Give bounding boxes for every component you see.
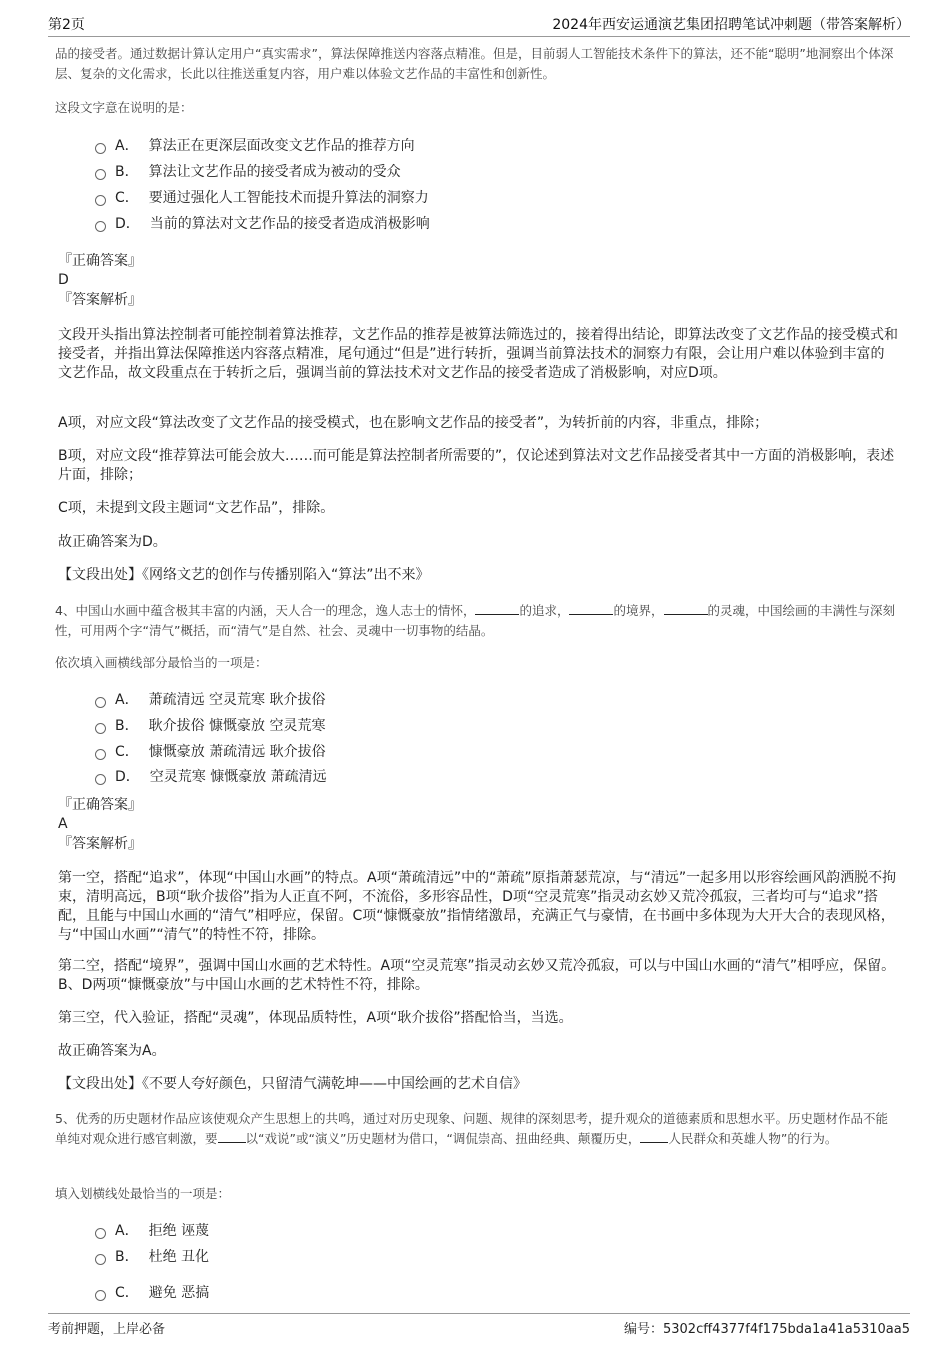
radio-icon[interactable] xyxy=(95,1290,106,1301)
q4-analysis-2: 第二空，搭配“境界”，强调中国山水画的艺术特性。A项“空灵荒寒”指灵动玄妙又荒冷孤寂，可以与中国山水画的“清气”相呼应，保留。B、D两项“慷慨豪放”与中国山水画的艺术特性不符，排除。 xyxy=(58,958,896,993)
page-footer xyxy=(48,1313,910,1338)
radio-icon[interactable] xyxy=(95,749,106,760)
q3-option-a[interactable]: A． 算法正在更深层面改变文艺作品的推荐方向 xyxy=(95,136,415,156)
q4-analysis-4: 故正确答案为A。 xyxy=(58,1043,166,1059)
q4-option-c[interactable]: C． 慷慨豪放 萧疏清远 耿介拔俗 xyxy=(95,742,326,762)
q4-option-d[interactable]: D． 空灵荒寒 慷慨豪放 萧疏清远 xyxy=(95,767,327,787)
q4-option-b[interactable]: B． 耿介拔俗 慷慨豪放 空灵荒寒 xyxy=(95,716,326,736)
q3-option-b[interactable]: B． 算法让文艺作品的接受者成为被动的受众 xyxy=(95,162,401,182)
radio-icon[interactable] xyxy=(95,697,106,708)
q3-analysis-heading: 『答案解析』 xyxy=(58,292,142,308)
radio-icon[interactable] xyxy=(95,143,106,154)
q3-analysis-4: C项，未提到文段主题词“文艺作品”，排除。 xyxy=(58,500,335,516)
fill-blank xyxy=(569,602,613,615)
q4-option-a[interactable]: A． 萧疏清远 空灵荒寒 耿介拔俗 xyxy=(95,690,325,710)
q3-option-c[interactable]: C． 要通过强化人工智能技术而提升算法的洞察力 xyxy=(95,188,429,208)
radio-icon[interactable] xyxy=(95,169,106,180)
q5-option-c[interactable]: C． 避免 恶搞 xyxy=(95,1283,209,1303)
radio-icon[interactable] xyxy=(95,723,106,734)
page-header xyxy=(48,14,910,37)
q4-analysis-1: 第一空，搭配“追求”，体现“中国山水画”的特点。A项“萧疏清远”中的“萧疏”原指萧瑟荒凉，与“清远”一起多用以形容绘画风韵洒脱不拘束，清明高远，B项“耿介拔俗”指为人正直不阿，不流俗，多形容品性，D项“空灵荒寒”指灵动玄妙又荒冷孤寂，三者均可与“追求”搭配，且能与中国山水画的“清气”相呼应，保留。C项“慷慨豪放”指情绪激昂，充满正气与豪情，在书画中多体现为大开大合的表现风格，与“中国山水画”“清气”的特性不符，排除。 xyxy=(58,870,897,943)
document-title: 2024年西安运通演艺集团招聘笔试冲刺题（带答案解析） xyxy=(552,17,910,33)
fill-blank xyxy=(475,602,519,615)
q5-question: 填入划横线处最恰当的一项是： xyxy=(55,1186,231,1201)
document-id: 编号：5302cff4377f4f175bda1a41a5310aa5 xyxy=(623,1322,910,1337)
q3-analysis-3: B项，对应文段“推荐算法可能会放大……而可能是算法控制者所需要的”，仅论述到算法对文艺作品接受者其中一方面的消极影响，表述片面，排除； xyxy=(58,448,895,483)
q4-analysis-heading: 『答案解析』 xyxy=(58,836,142,852)
radio-icon[interactable] xyxy=(95,1254,106,1265)
q3-analysis-2: A项，对应文段“算法改变了文艺作品的接受模式，也在影响文艺作品的接受者”，为转折前的内容，非重点，排除； xyxy=(58,415,769,431)
radio-icon[interactable] xyxy=(95,221,106,232)
radio-icon[interactable] xyxy=(95,774,106,785)
q3-source: 【文段出处】《网络文艺的创作与传播别陷入“算法”出不来》 xyxy=(58,567,430,583)
fill-blank xyxy=(640,1130,668,1143)
q4-answer-heading: 『正确答案』 xyxy=(58,797,142,813)
q5-option-a[interactable]: A． 拒绝 诬蔑 xyxy=(95,1221,209,1241)
page-number: 第2页 xyxy=(48,17,85,33)
q3-analysis-1: 文段开头指出算法控制者可能控制着算法推荐，文艺作品的推荐是被算法筛选过的，接着得出结论，即算法改变了文艺作品的接受模式和接受者，并指出算法保障推送内容落点精准，尾句通过“但是”进行转折，强调当前算法技术的洞察力有限，会让用户难以体验到丰富的文艺作品，故文段重点在于转折之后，强调当前的算法技术对文艺作品的接受者造成了消极影响，对应D项。 xyxy=(58,327,898,381)
q4-answer: A xyxy=(58,816,68,832)
q3-question: 这段文字意在说明的是： xyxy=(55,100,193,115)
q5-stem: 5、优秀的历史题材作品应该使观众产生思想上的共鸣，通过对历史现象、问题、规律的深刻思考，提升观众的道德素质和思想水平。历史题材作品不能单纯对观众进行感官刺激，要 以“戏说”或“演义”历史题材为借口，“调侃崇高、扭曲经典、颠覆历史， 人民群众和英雄人物”的行为。 xyxy=(55,1111,888,1146)
q4-source: 【文段出处】《不要人夸好颜色，只留清气满乾坤——中国绘画的艺术自信》 xyxy=(58,1076,527,1092)
q4-analysis-3: 第三空，代入验证，搭配“灵魂”，体现品质特性，A项“耿介拔俗”搭配恰当，当选。 xyxy=(58,1010,573,1026)
q4-question: 依次填入画横线部分最恰当的一项是： xyxy=(55,655,268,670)
footer-slogan: 考前押题，上岸必备 xyxy=(48,1322,166,1337)
fill-blank xyxy=(218,1130,246,1143)
q4-stem: 4、中国山水画中蕴含极其丰富的内涵，天人合一的理念，逸人志士的情怀， 的追求， 的境界， 的灵魂，中国绘画的丰满性与深刻性，可用两个字“清气”概括，而“清气”是自然、社会、灵魂中一切事物的结晶。 xyxy=(55,603,896,638)
radio-icon[interactable] xyxy=(95,195,106,206)
q3-answer: D xyxy=(58,272,69,288)
q3-analysis-5: 故正确答案为D。 xyxy=(58,534,167,550)
q3-option-d[interactable]: D． 当前的算法对文艺作品的接受者造成消极影响 xyxy=(95,214,430,234)
q5-option-b[interactable]: B． 杜绝 丑化 xyxy=(95,1247,209,1267)
radio-icon[interactable] xyxy=(95,1228,106,1239)
q3-answer-heading: 『正确答案』 xyxy=(58,253,142,269)
q3-passage-tail: 品的接受者。通过数据计算认定用户“真实需求”，算法保障推送内容落点精准。但是，目前弱人工智能技术条件下的算法，还不能“聪明”地洞察出个体深层、复杂的文化需求，长此以往推送重复内容，用户难以体验文艺作品的丰富性和创新性。 xyxy=(55,46,894,81)
fill-blank xyxy=(664,602,708,615)
